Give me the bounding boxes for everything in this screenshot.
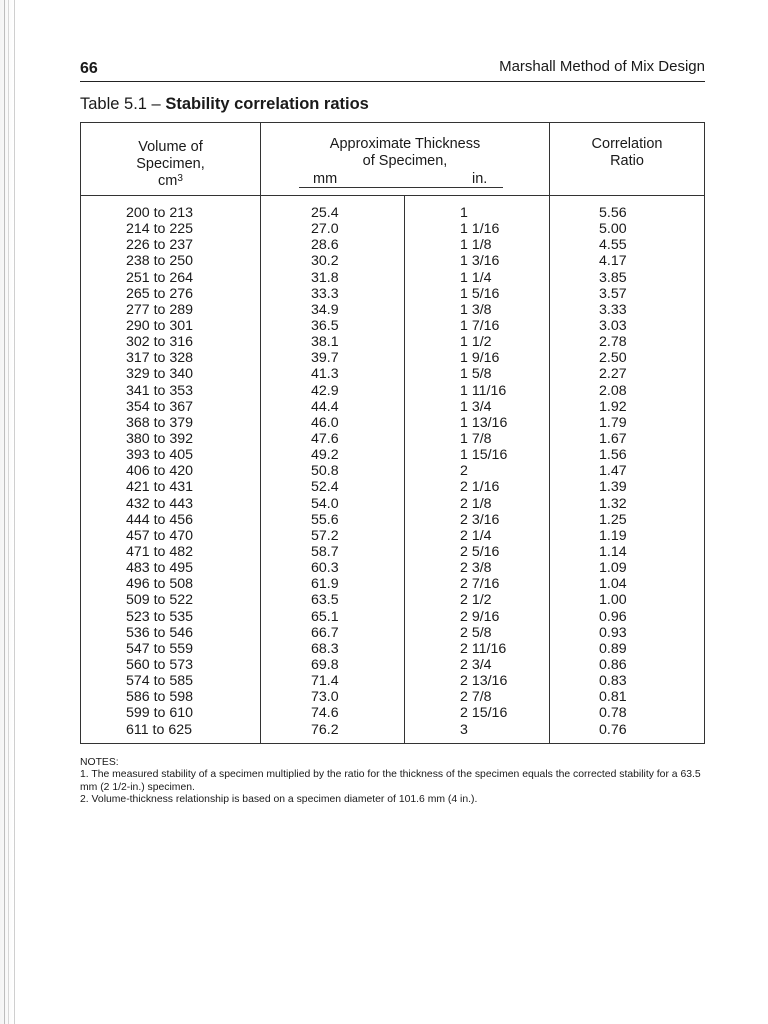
cell-thickness-mm: 65.1 (311, 608, 339, 625)
cell-volume: 317 to 328 (126, 350, 194, 367)
cell-correlation-ratio: 1.19 (599, 527, 627, 544)
cell-thickness-mm: 61.9 (311, 576, 339, 593)
cell-thickness-in: 2 7/16 (460, 576, 500, 593)
cell-volume: 200 to 213 (126, 205, 194, 221)
cell-correlation-ratio: 1.04 (599, 576, 627, 593)
cell-volume: 238 to 250 (126, 253, 194, 270)
cell-volume: 265 to 276 (126, 285, 194, 302)
cell-volume: 290 to 301 (126, 317, 194, 334)
cell-thickness-in: 1 7/16 (460, 317, 500, 334)
cell-volume: 471 to 482 (126, 543, 194, 560)
cell-thickness-mm: 30.2 (311, 253, 339, 270)
cell-correlation-ratio: 0.86 (599, 656, 627, 673)
cell-volume: 368 to 379 (126, 414, 194, 431)
table-caption (80, 95, 369, 114)
cell-thickness-mm: 63.5 (311, 592, 339, 609)
page-number: 66 (80, 60, 98, 77)
cell-correlation-ratio: 1.47 (599, 463, 627, 480)
cell-thickness-mm: 27.0 (311, 221, 339, 238)
cell-thickness-mm: 71.4 (311, 673, 339, 690)
stability-correlation-table (80, 122, 705, 744)
cell-correlation-ratio: 3.57 (599, 285, 627, 302)
cell-volume: 536 to 546 (126, 624, 194, 641)
cell-correlation-ratio: 1.67 (599, 430, 627, 447)
cell-thickness-in: 2 1/16 (460, 479, 500, 496)
cell-thickness-mm: 46.0 (311, 414, 339, 431)
cell-correlation-ratio: 1.56 (599, 447, 627, 464)
cell-thickness-in: 1 1/2 (460, 334, 492, 351)
cell-volume: 432 to 443 (126, 495, 194, 512)
cell-correlation-ratio: 2.78 (599, 334, 627, 351)
cell-correlation-ratio: 0.96 (599, 608, 627, 625)
cell-thickness-in: 2 13/16 (460, 673, 508, 690)
cell-correlation-ratio: 4.17 (599, 253, 627, 270)
cell-correlation-ratio: 0.78 (599, 705, 627, 722)
cell-volume: 354 to 367 (126, 398, 194, 415)
cell-thickness-mm: 57.2 (311, 527, 339, 544)
cell-correlation-ratio: 0.89 (599, 640, 627, 657)
cell-thickness-mm: 55.6 (311, 511, 339, 528)
cell-correlation-ratio: 1.14 (599, 543, 627, 560)
cell-correlation-ratio: 5.56 (599, 205, 627, 221)
column-correlation-ratio (599, 205, 627, 738)
cell-thickness-in: 2 5/8 (460, 624, 492, 641)
cell-volume: 302 to 316 (126, 334, 194, 351)
cell-thickness-in: 1 5/8 (460, 366, 492, 383)
cell-thickness-mm: 66.7 (311, 624, 339, 641)
header-thickness-line2: of Specimen, (362, 153, 448, 169)
cell-correlation-ratio: 4.55 (599, 237, 627, 254)
header-correlation-ratio (550, 136, 704, 170)
cell-volume: 444 to 456 (126, 511, 194, 528)
cell-thickness-mm: 49.2 (311, 447, 339, 464)
cell-correlation-ratio: 1.39 (599, 479, 627, 496)
cell-thickness-mm: 50.8 (311, 463, 339, 480)
cell-thickness-mm: 54.0 (311, 495, 339, 512)
cell-volume: 483 to 495 (126, 560, 194, 577)
cell-thickness-in: 3 (460, 721, 468, 738)
cell-thickness-in: 2 (460, 463, 468, 480)
header-ratio-line1: Correlation (591, 136, 663, 152)
column-thickness-mm (311, 205, 339, 738)
header-volume-unit-base: cm (158, 173, 178, 189)
cell-volume: 226 to 237 (126, 237, 194, 254)
cell-volume: 574 to 585 (126, 673, 194, 690)
cell-volume: 421 to 431 (126, 479, 194, 496)
column-volume (126, 205, 193, 738)
cell-correlation-ratio: 2.08 (599, 382, 627, 399)
scan-binding-edge (0, 0, 15, 1024)
cell-thickness-mm: 47.6 (311, 430, 339, 447)
cell-thickness-mm: 73.0 (311, 689, 339, 706)
cell-thickness-in: 1 3/8 (460, 301, 492, 318)
cell-thickness-in: 2 9/16 (460, 608, 500, 625)
cell-thickness-mm: 31.8 (311, 269, 339, 286)
cell-thickness-in: 2 3/4 (460, 656, 492, 673)
cell-volume: 523 to 535 (126, 608, 194, 625)
header-thickness (261, 136, 549, 170)
cell-thickness-mm: 68.3 (311, 640, 339, 657)
cell-correlation-ratio: 2.27 (599, 366, 627, 383)
header-thickness-line1: Approximate Thickness (329, 136, 481, 152)
cell-thickness-in: 1 13/16 (460, 414, 508, 431)
cell-volume: 611 to 625 (126, 721, 193, 738)
cell-volume: 329 to 340 (126, 366, 194, 383)
cell-thickness-in: 2 15/16 (460, 705, 508, 722)
cell-thickness-mm: 33.3 (311, 285, 339, 302)
header-bottom-rule (81, 195, 704, 196)
cell-thickness-in: 2 5/16 (460, 543, 500, 560)
subheader-mm: mm (313, 171, 338, 187)
table-caption-prefix: Table 5.1 – (80, 95, 166, 113)
cell-correlation-ratio: 0.83 (599, 673, 627, 690)
cell-thickness-in: 1 7/8 (460, 430, 492, 447)
cell-thickness-in: 1 1/4 (460, 269, 492, 286)
cell-volume: 277 to 289 (126, 301, 194, 318)
cell-correlation-ratio: 1.79 (599, 414, 627, 431)
note-2: 2. Volume-thickness relationship is based on a specimen diameter of 101.6 mm (4 in.). (80, 794, 478, 806)
cell-volume: 509 to 522 (126, 592, 194, 609)
cell-thickness-in: 2 3/8 (460, 560, 492, 577)
cell-thickness-mm: 69.8 (311, 656, 339, 673)
cell-thickness-in: 1 3/16 (460, 253, 500, 270)
cell-thickness-in: 2 11/16 (460, 640, 507, 657)
cell-thickness-in: 1 3/4 (460, 398, 492, 415)
cell-correlation-ratio: 3.33 (599, 301, 627, 318)
cell-thickness-mm: 52.4 (311, 479, 339, 496)
header-volume-unit (81, 173, 260, 190)
subheader-in: in. (472, 171, 488, 187)
cell-thickness-in: 1 5/16 (460, 285, 500, 302)
cell-volume: 380 to 392 (126, 430, 194, 447)
cell-thickness-mm: 44.4 (311, 398, 339, 415)
header-ratio-line2: Ratio (610, 153, 644, 169)
cell-correlation-ratio: 3.03 (599, 317, 627, 334)
cell-volume: 406 to 420 (126, 463, 194, 480)
cell-thickness-mm: 42.9 (311, 382, 339, 399)
header-volume (81, 139, 260, 190)
cell-correlation-ratio: 1.00 (599, 592, 627, 609)
scan-edge-line (8, 0, 9, 1024)
cell-correlation-ratio: 3.85 (599, 269, 627, 286)
cell-correlation-ratio: 1.92 (599, 398, 627, 415)
cell-thickness-in: 1 1/8 (460, 237, 492, 254)
cell-thickness-mm: 39.7 (311, 350, 339, 367)
cell-volume: 393 to 405 (126, 447, 194, 464)
header-rule (80, 81, 705, 82)
cell-correlation-ratio: 1.09 (599, 560, 627, 577)
table-caption-title: Stability correlation ratios (165, 95, 369, 113)
cell-thickness-in: 1 9/16 (460, 350, 500, 367)
cell-thickness-in: 2 3/16 (460, 511, 500, 528)
header-volume-unit-exponent: 3 (177, 173, 183, 184)
cell-volume: 214 to 225 (126, 221, 194, 238)
cell-correlation-ratio: 0.81 (599, 689, 627, 706)
subheader-rule (299, 187, 503, 188)
cell-thickness-in: 1 1/16 (460, 221, 500, 238)
cell-thickness-in: 1 (460, 205, 468, 221)
cell-thickness-in: 1 15/16 (460, 447, 508, 464)
cell-thickness-in: 1 11/16 (460, 382, 507, 399)
cell-thickness-mm: 74.6 (311, 705, 339, 722)
scan-edge-line (4, 0, 5, 1024)
running-head: Marshall Method of Mix Design (499, 58, 705, 75)
cell-volume: 560 to 573 (126, 656, 194, 673)
cell-thickness-mm: 34.9 (311, 301, 339, 318)
column-divider (260, 123, 261, 743)
cell-correlation-ratio: 0.93 (599, 624, 627, 641)
table-notes (80, 757, 705, 807)
cell-correlation-ratio: 1.25 (599, 511, 627, 528)
cell-correlation-ratio: 0.76 (599, 721, 627, 738)
notes-heading: NOTES: (80, 757, 119, 768)
cell-volume: 341 to 353 (126, 382, 194, 399)
cell-thickness-in: 2 1/2 (460, 592, 492, 609)
note-1: 1. The measured stability of a specimen multiplied by the ratio for the thickness of the specimen equals the corrected stability for a 63.5 mm (2 1/2-in.) specimen. (80, 769, 701, 793)
cell-correlation-ratio: 2.50 (599, 350, 627, 367)
cell-thickness-mm: 41.3 (311, 366, 339, 383)
cell-volume: 599 to 610 (126, 705, 194, 722)
cell-thickness-in: 2 7/8 (460, 689, 492, 706)
header-volume-line1: Volume of (138, 139, 203, 155)
column-thickness-in (460, 205, 507, 738)
column-divider (404, 195, 405, 743)
cell-thickness-mm: 60.3 (311, 560, 339, 577)
cell-correlation-ratio: 1.32 (599, 495, 627, 512)
cell-thickness-in: 2 1/8 (460, 495, 492, 512)
cell-volume: 496 to 508 (126, 576, 194, 593)
cell-volume: 457 to 470 (126, 527, 194, 544)
column-divider (549, 123, 550, 743)
cell-volume: 251 to 264 (126, 269, 194, 286)
cell-thickness-mm: 28.6 (311, 237, 339, 254)
cell-thickness-in: 2 1/4 (460, 527, 492, 544)
cell-thickness-mm: 38.1 (311, 334, 339, 351)
cell-volume: 547 to 559 (126, 640, 194, 657)
cell-thickness-mm: 36.5 (311, 317, 339, 334)
header-volume-line2: Specimen, (136, 156, 205, 172)
cell-thickness-mm: 25.4 (311, 205, 339, 221)
cell-correlation-ratio: 5.00 (599, 221, 627, 238)
cell-thickness-mm: 58.7 (311, 543, 339, 560)
cell-volume: 586 to 598 (126, 689, 194, 706)
cell-thickness-mm: 76.2 (311, 721, 339, 738)
